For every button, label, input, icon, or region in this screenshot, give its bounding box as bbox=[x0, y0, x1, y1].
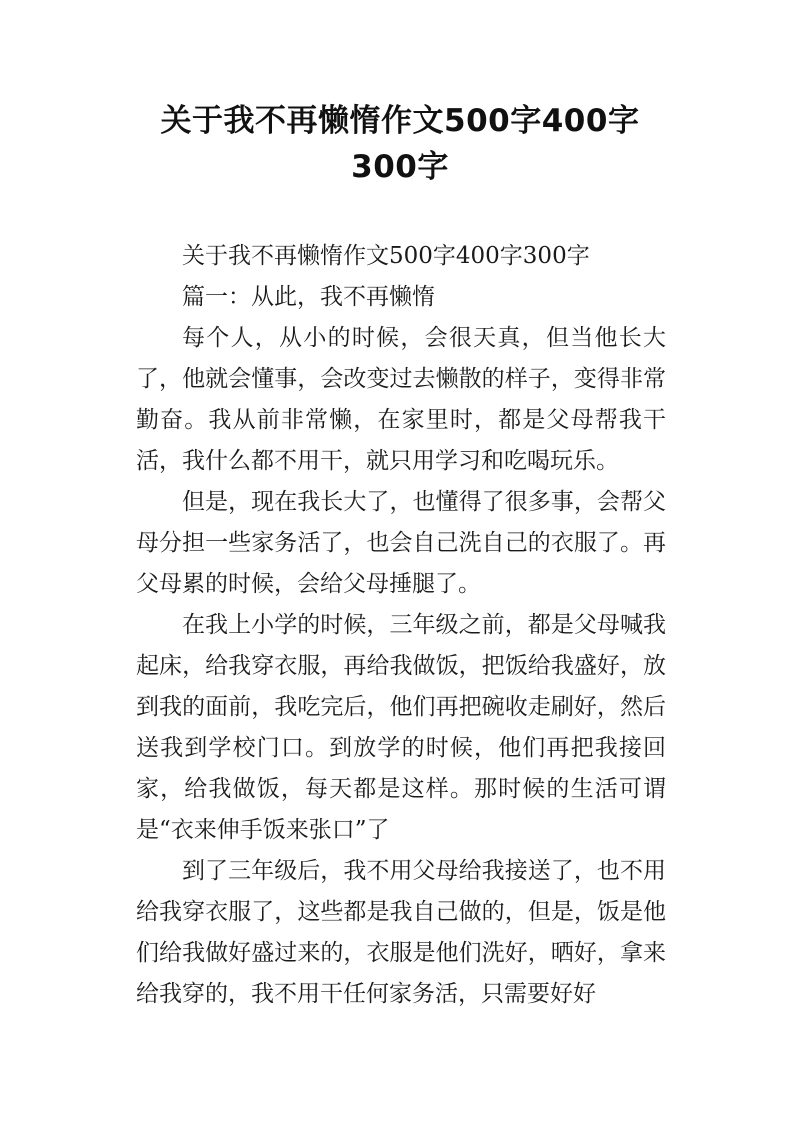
document-body bbox=[136, 236, 666, 1015]
subtitle-line: 关于我不再懒惰作文500字400字300字 bbox=[182, 243, 590, 269]
paragraph: 在我上小学的时候，三年级之前，都是父母喊我起床，给我穿衣服，再给我做饭，把饭给我盛好，放到我的面前，我吃完后，他们再把碗收走刷好，然后送我到学校门口。到放学的时候，他们再把我接回家，给我做饭，每天都是这样。那时候的生活可谓是“衣来伸手饭来张口”了 bbox=[136, 612, 666, 843]
title-line-2: 300字 bbox=[351, 149, 449, 185]
paragraph: 到了三年级后，我不用父母给我接送了，也不用给我穿衣服了，这些都是我自己做的，但是，饭是他们给我做好盛过来的，衣服是他们洗好，晒好，拿来给我穿的，我不用干任何家务活，只需要好好 bbox=[136, 858, 666, 1007]
paragraph: 每个人，从小的时候，会很天真，但当他长大了，他就会懂事，会改变过去懒散的样子，变得非常勤奋。我从前非常懒，在家里时，都是父母帮我干活，我什么都不用干，就只用学习和吃喝玩乐。 bbox=[136, 325, 666, 474]
paragraph: 但是，现在我长大了，也懂得了很多事，会帮父母分担一些家务活了，也会自己洗自己的衣服了。再父母累的时候，会给父母捶腿了。 bbox=[136, 489, 666, 597]
section-heading: 篇一：从此，我不再懒惰 bbox=[182, 284, 435, 310]
document-title bbox=[100, 98, 700, 190]
title-line-1: 关于我不再懒惰作文500字400字 bbox=[160, 103, 640, 139]
